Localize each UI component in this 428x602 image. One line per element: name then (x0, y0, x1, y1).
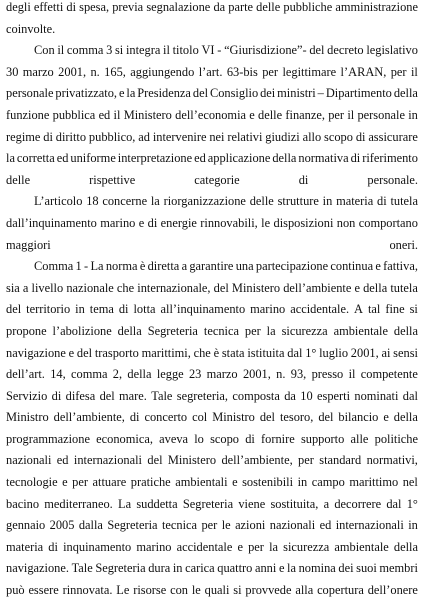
text-line: può essere rinnovata. Le risorse con le quali si provvede alla copertura dell’onere (6, 583, 418, 598)
paragraph (6, 0, 418, 40)
text-line: regime di diritto pubblico, ad intervenire nei relativi giudizi allo scopo di assicurare (6, 129, 418, 144)
text-line: personale privatizzato, e la Presidenza del Consiglio dei ministri – Dipartimento della (6, 86, 418, 101)
text-line: gennaio 2005 dalla Segreteria tecnica per le azioni nazionali ed internazionali in (6, 518, 418, 533)
text-line: del territorio in tema di lotta all’inquinamento marino accidentale. A tal fine si (6, 302, 418, 317)
text-line: dell’art. 14, comma 2, della legge 23 marzo 2001, n. 93, presso il competente (6, 367, 418, 382)
paragraph (6, 40, 418, 191)
paragraph (6, 256, 418, 602)
text-line: L’articolo 18 concerne la riorganizzazione delle strutture in materia di tutela (34, 194, 418, 209)
text-line: Comma 1 - La norma è diretta a garantire una partecipazione continua e fattiva, (34, 259, 418, 274)
text-line: delle rispettive categorie di personale. (6, 172, 418, 187)
text-line: degli effetti di spesa, previa segnalazione da parte delle pubbliche amministrazione (6, 0, 418, 14)
text-line: nazionali ed internazionali del Ministero dell’ambiente, per standard normativi, (6, 453, 418, 468)
text-line: Ministro dell’ambiente, di concerto col Ministro del tesoro, del bilancio e della (6, 410, 418, 425)
text-line: Con il comma 3 si integra il titolo VI - “Giurisdizione”- del decreto legislativo (34, 43, 418, 58)
text-line: maggiori oneri. (6, 237, 418, 252)
text-line: programmazione economica, aveva lo scopo di fornire supporto alle politiche (6, 431, 418, 446)
paragraph (6, 191, 418, 256)
text-line: Servizio di difesa del mare. Tale segreteria, composta da 10 esperti nominati dal (6, 388, 418, 403)
text-line: tecnologie e per attuare pratiche ambientali e sostenibili in campo marittimo nel (6, 475, 418, 490)
text-line: sia a livello nazionale che internazionale, del Ministero dell’ambiente e della tutela (6, 280, 418, 295)
text-line: dall’inquinamento marino e di energie rinnovabili, le disposizioni non comportano (6, 215, 418, 230)
text-line: materia di inquinamento marino accidentale e per la sicurezza ambientale della (6, 539, 418, 554)
text-line: la corretta ed uniforme interpretazione ed applicazione della normativa di riferimento (6, 151, 418, 166)
text-line: navigazione e del trasporto marittimi, che è stata istituita dal 1° luglio 2001, ai sensi (6, 345, 418, 360)
text-line: coinvolte. (6, 21, 56, 36)
text-line: navigazione. Tale Segreteria dura in carica quattro anni e la nomina dei suoi membri (6, 561, 418, 576)
text-line: funzione pubblica ed il Ministero dell’economia e delle finanze, per il personale in (6, 107, 418, 122)
text-line: bacino mediterraneo. La suddetta Segreteria viene sostituita, a decorrere dal 1° (6, 496, 418, 511)
document-body (6, 0, 418, 602)
text-line: propone l’abolizione della Segreteria tecnica per la sicurezza ambientale della (6, 323, 418, 338)
text-line: 30 marzo 2001, n. 165, aggiungendo l’art. 63-bis per legittimare l’ARAN, per il (6, 64, 418, 79)
